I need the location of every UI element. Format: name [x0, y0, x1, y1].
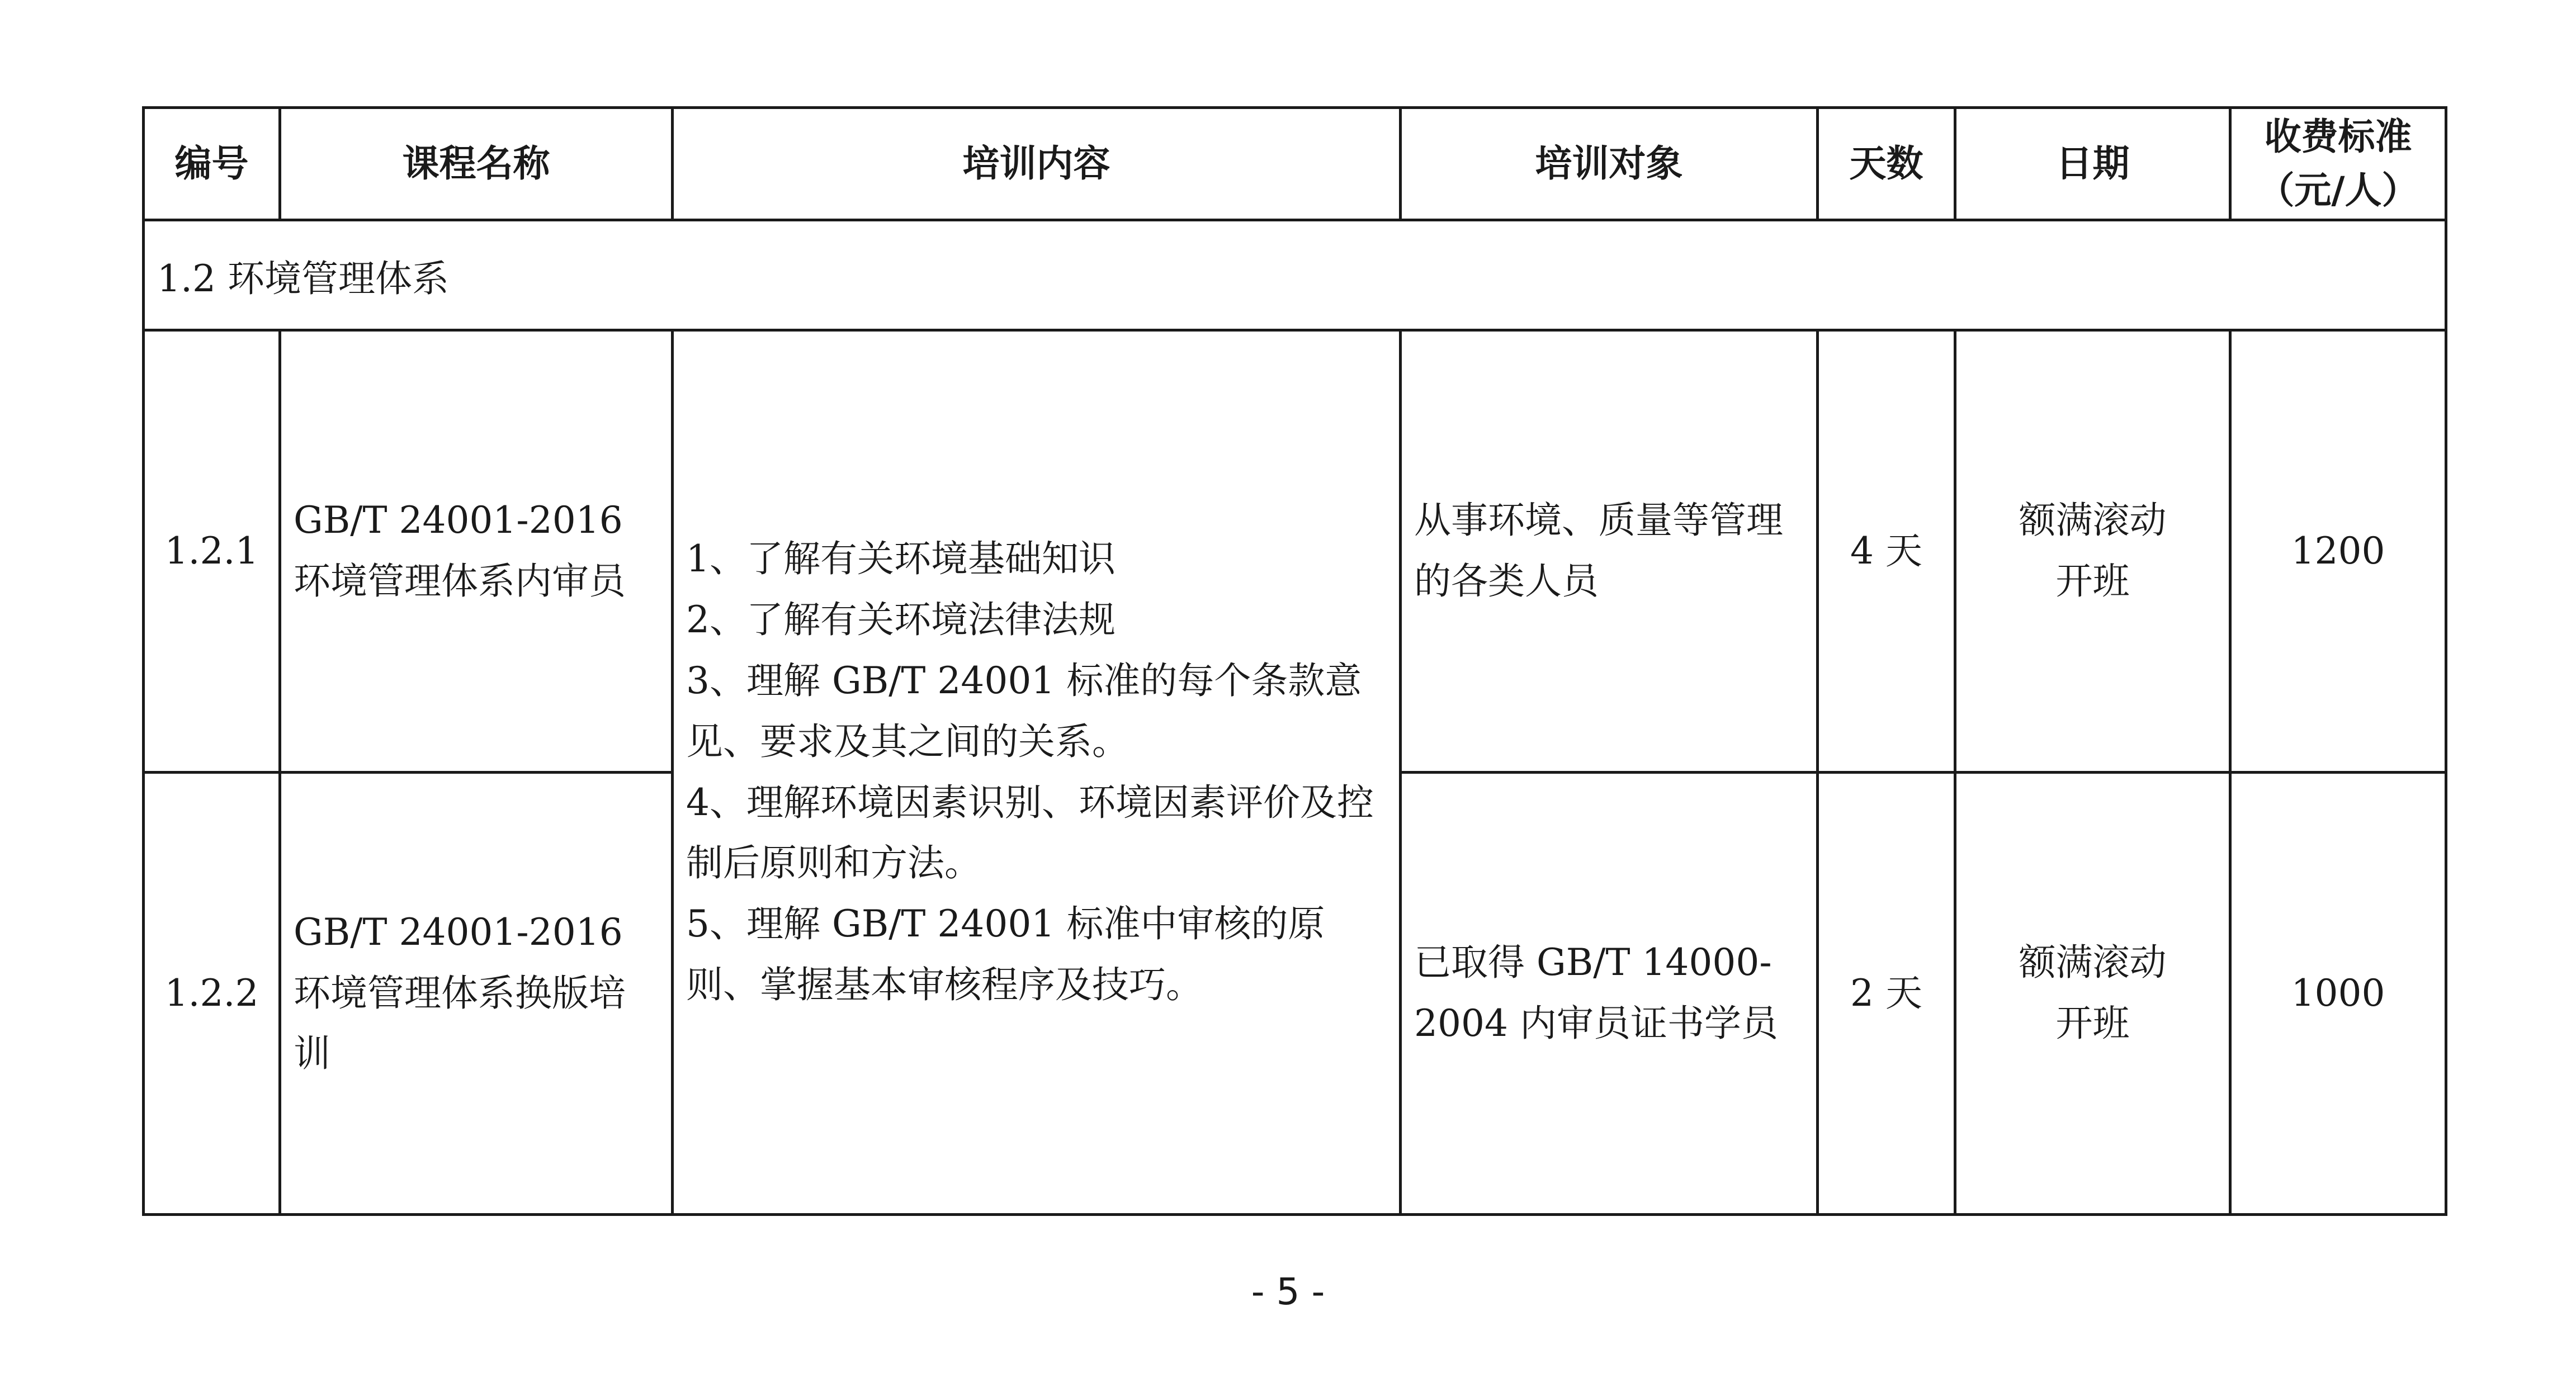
- row-days: 2 天: [1818, 773, 1955, 1215]
- header-audience: 培训对象: [1401, 108, 1818, 220]
- row-date-line1: 额满滚动: [2019, 499, 2167, 542]
- header-fee-line2: （元/人）: [2257, 169, 2419, 212]
- section-row: [144, 220, 2446, 330]
- row-audience: 从事环境、质量等管理的各类人员: [1401, 330, 1818, 773]
- header-days: 天数: [1818, 108, 1955, 220]
- row-date-line1: 额满滚动: [2019, 941, 2167, 984]
- header-course-name: 课程名称: [280, 108, 673, 220]
- header-fee: [2230, 108, 2446, 220]
- row-id: 1.2.1: [144, 330, 280, 773]
- course-table: [142, 106, 2447, 1216]
- row-days: 4 天: [1818, 330, 1955, 773]
- section-title: 1.2 环境管理体系: [144, 220, 2446, 330]
- row-course-name: GB/T 24001-2016 环境管理体系换版培训: [280, 773, 673, 1215]
- content-line: 2、了解有关环境法律法规: [686, 598, 1116, 641]
- table-row: [144, 330, 2446, 773]
- row-fee: 1000: [2230, 773, 2446, 1215]
- row-date: [1955, 330, 2230, 773]
- row-id: 1.2.2: [144, 773, 280, 1215]
- header-fee-line1: 收费标准: [2264, 115, 2412, 159]
- header-row: [144, 108, 2446, 220]
- content-line: 3、理解 GB/T 24001 标准的每个条款意见、要求及其之间的关系。: [686, 659, 1362, 763]
- row-fee: 1200: [2230, 330, 2446, 773]
- header-content: 培训内容: [673, 108, 1401, 220]
- content-line: 4、理解环境因素识别、环境因素评价及控制后原则和方法。: [686, 780, 1374, 885]
- row-date-line2: 开班: [2055, 1002, 2130, 1045]
- training-content: [673, 330, 1401, 1215]
- content-line: 1、了解有关环境基础知识: [686, 537, 1116, 580]
- row-date: [1955, 773, 2230, 1215]
- content-line: 5、理解 GB/T 24001 标准中审核的原则、掌握基本审核程序及技巧。: [686, 902, 1325, 1007]
- row-course-name: GB/T 24001-2016 环境管理体系内审员: [280, 330, 673, 773]
- header-id: 编号: [144, 108, 280, 220]
- row-audience: 已取得 GB/T 14000-2004 内审员证书学员: [1401, 773, 1818, 1215]
- page-number: - 5 -: [1251, 1270, 1325, 1313]
- header-date: 日期: [1955, 108, 2230, 220]
- row-date-line2: 开班: [2055, 560, 2130, 603]
